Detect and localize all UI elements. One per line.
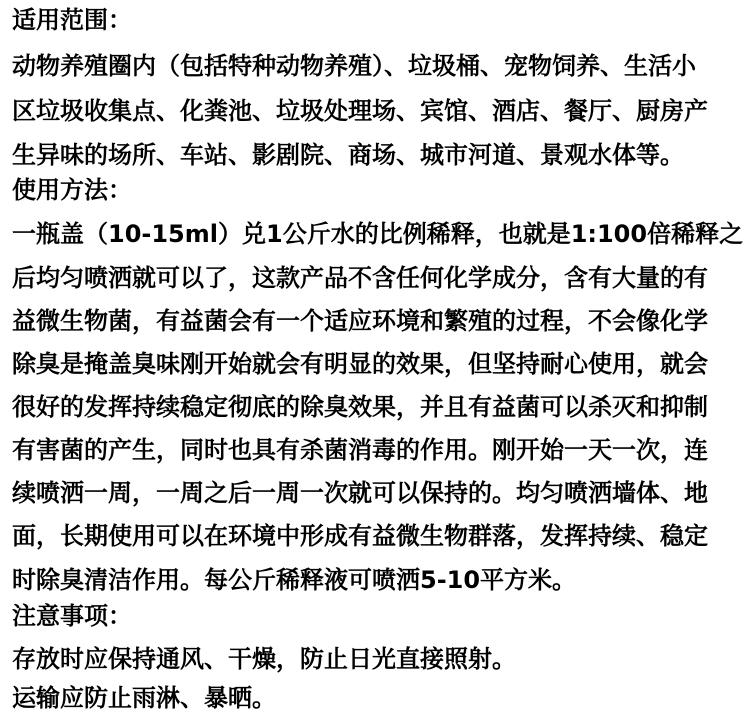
notes-heading: 注意事项： (12, 602, 132, 630)
usage-line: 一瓶盖（10-15ml）兑1公斤水的比例稀释，也就是1:100倍稀释之 (12, 220, 744, 248)
scope-line: 生异味的场所、车站、影剧院、商场、城市河道、景观水体等。 (12, 141, 684, 169)
scope-line: 动物养殖圈内（包括特种动物养殖）、垃圾桶、宠物饲养、生活小 (12, 52, 696, 80)
usage-line: 后均匀喷洒就可以了，这款产品不含任何化学成分，含有大量的有 (12, 264, 708, 292)
usage-line: 益微生物菌，有益菌会有一个适应环境和繁殖的过程，不会像化学 (12, 307, 708, 335)
usage-line: 除臭是掩盖臭味刚开始就会有明显的效果，但坚持耐心使用，就会 (12, 350, 708, 378)
usage-line: 很好的发挥持续稳定彻底的除臭效果，并且有益菌可以杀灭和抑制 (12, 393, 708, 421)
scope-line: 区垃圾收集点、化粪池、垃圾处理场、宾馆、酒店、餐厅、厨房产 (12, 97, 708, 125)
usage-line: 面，长期使用可以在环境中形成有益微生物群落，发挥持续、稳定 (12, 522, 708, 550)
usage-heading: 使用方法： (12, 176, 132, 204)
notes-line: 运输应防止雨淋、暴晒。 (12, 684, 276, 712)
usage-line: 时除臭清洁作用。每公斤稀释液可喷洒5-10平方米。 (12, 566, 577, 594)
usage-line: 有害菌的产生，同时也具有杀菌消毒的作用。刚开始一天一次，连 (12, 436, 708, 464)
usage-line: 续喷洒一周，一周之后一周一次就可以保持的。均匀喷洒墙体、地 (12, 479, 708, 507)
notes-line: 存放时应保持通风、干燥，防止日光直接照射。 (12, 645, 516, 673)
scope-heading: 适用范围： (12, 6, 132, 34)
